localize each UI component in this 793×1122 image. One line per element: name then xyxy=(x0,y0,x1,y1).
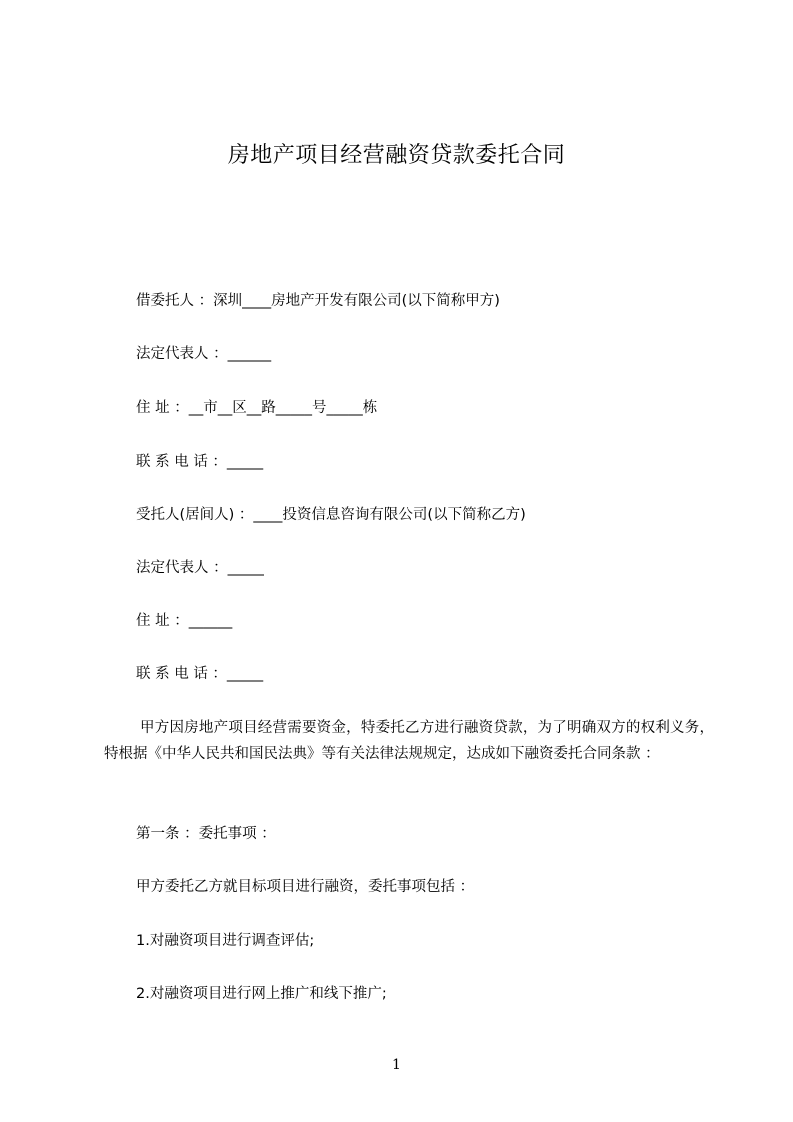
party-a-client: 借委托人 ：深圳____房地产开发有限公司(以下简称甲方) xyxy=(136,293,500,309)
party-a-legal-representative: 法定代表人 ：______ xyxy=(136,346,272,362)
article-1-intro: 甲方委托乙方就目标项目进行融资，委托事项包括 ： xyxy=(136,879,475,895)
party-b-legal-representative: 法定代表人 ：_____ xyxy=(136,560,264,576)
party-b-agent: 受托人(居间人) ：____投资信息咨询有限公司(以下简称乙方) xyxy=(136,507,526,523)
party-b-address: 住 址 ：______ xyxy=(136,613,233,629)
preamble-paragraph: 甲方因房地产项目经营需要资金，特委托乙方进行融资贷款，为了明确双方的权利义务，特根据《中华人民共和国民法典》等有关法律法规规定，达成如下融资委托合同条款 ： xyxy=(104,720,714,762)
article-1-item: 2.对融资项目进行网上推广和线下推广; xyxy=(136,986,387,1002)
article-1-item: 1.对融资项目进行调查评估; xyxy=(136,933,315,949)
party-a-address: 住 址 ：__市__区__路_____号_____栋 xyxy=(136,400,378,416)
party-a-phone: 联 系 电 话 ：_____ xyxy=(136,454,264,470)
contract-title: 房地产项目经营融资贷款委托合同 xyxy=(227,143,566,168)
party-b-phone: 联 系 电 话 ：_____ xyxy=(136,666,264,682)
page-number: 1 xyxy=(392,1057,401,1073)
article-1-heading: 第一条 ：委托事项 ： xyxy=(136,826,276,842)
